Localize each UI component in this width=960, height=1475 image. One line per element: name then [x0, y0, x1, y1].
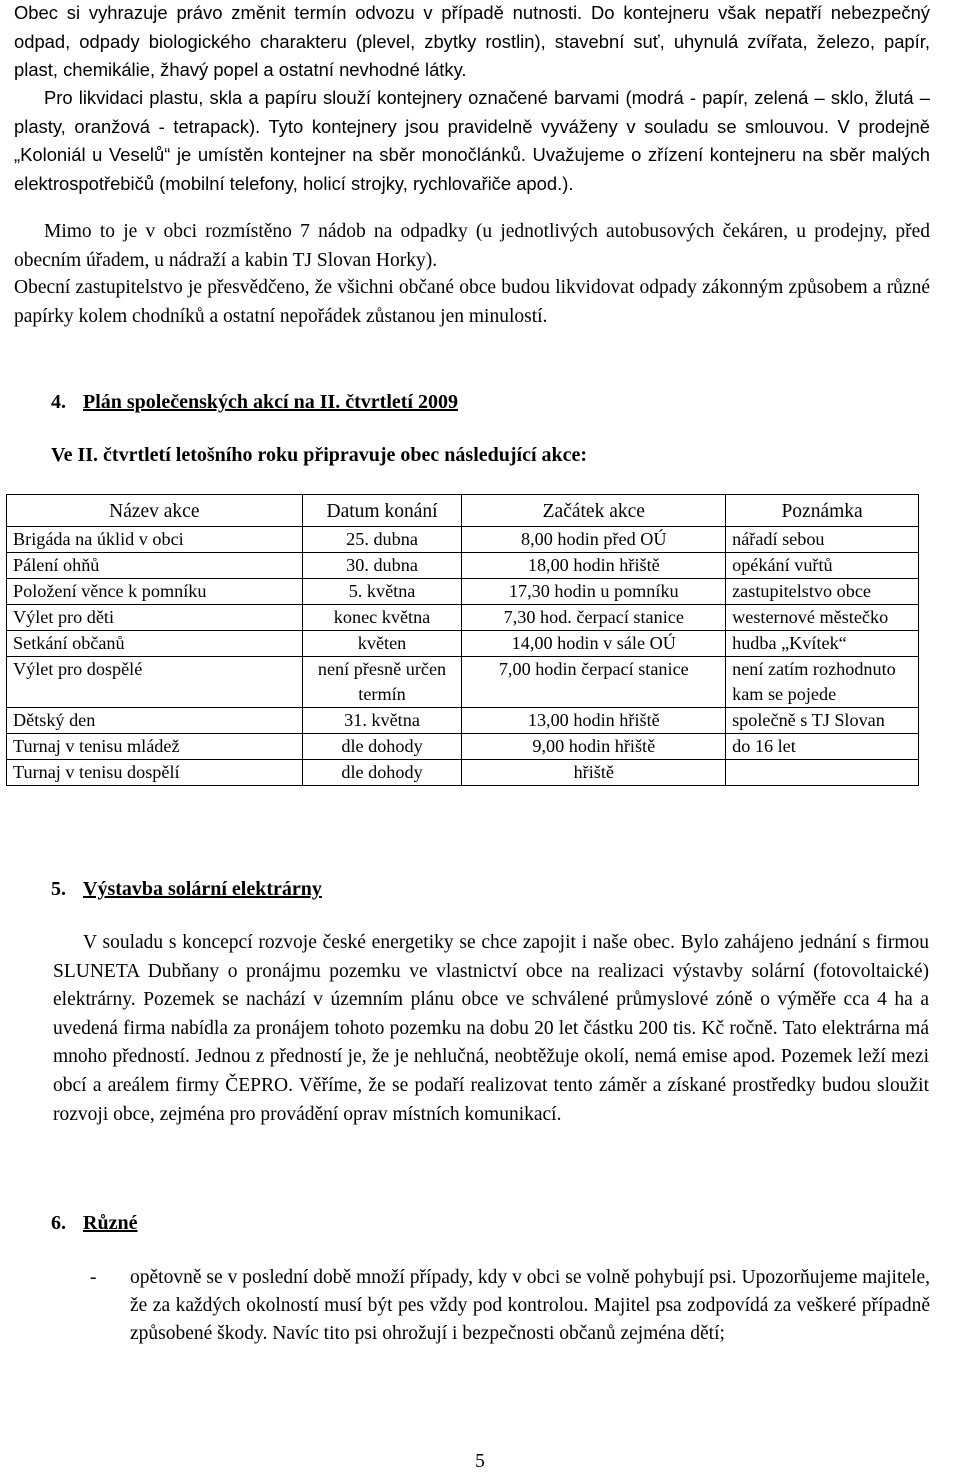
- cell-note: [726, 760, 919, 786]
- events-table: [6, 494, 919, 786]
- header-note: Poznámka: [726, 495, 919, 527]
- cell-event: Položení věnce k pomníku: [7, 579, 303, 605]
- cell-start: 18,00 hodin hřiště: [462, 553, 726, 579]
- header-event-name: Název akce: [7, 495, 303, 527]
- section-number: 6.: [51, 1212, 66, 1234]
- header-start: Začátek akce: [462, 495, 726, 527]
- cell-start: 13,00 hodin hřiště: [462, 708, 726, 734]
- cell-event: Dětský den: [7, 708, 303, 734]
- cell-event: Turnaj v tenisu mládež: [7, 734, 303, 760]
- cell-event: Setkání občanů: [7, 631, 303, 657]
- cell-date: květen: [302, 631, 462, 657]
- cell-note: společně s TJ Slovan: [726, 708, 919, 734]
- section-number: 5.: [51, 878, 66, 900]
- paragraph-recycling: Pro likvidaci plastu, skla a papíru slouží kontejnery označené barvami (modrá - papír, zelená – sklo, žlutá – plasty, oranžová - tetrapack). Tyto kontejnery jsou pravidelně vyváženy v souladu se smlouvou. V prodejně „Koloniál u Veselů“ je umístěn kontejner na sběr monočlánků. Uvažujeme o zřízení kontejneru na sběr malých elektrospotřebičů (mobilní telefony, holicí strojky, rychlovařiče apod.).: [14, 87, 930, 194]
- table-row: [7, 553, 919, 579]
- table-row: [7, 734, 919, 760]
- cell-date: 25. dubna: [302, 527, 462, 553]
- cell-event: Brigáda na úklid v obci: [7, 527, 303, 553]
- table-row: [7, 708, 919, 734]
- cell-note: zastupitelstvo obce: [726, 579, 919, 605]
- cell-note: do 16 let: [726, 734, 919, 760]
- section-title: Různé: [83, 1212, 138, 1234]
- table-row: [7, 527, 919, 553]
- section-5-heading: [51, 875, 322, 903]
- section-4-lead: Ve II. čtvrtletí letošního roku připravuje obec následující akce:: [51, 444, 588, 466]
- cell-start: 14,00 hodin v sále OÚ: [462, 631, 726, 657]
- bullet-text: opětovně se v poslední době množí případy, kdy v obci se volně pohybují psi. Upozorňujeme majitele, že za každých okolností musí být pes vždy pod kontrolou. Majitel psa zodpovídá za veškeré případně způsobené škody. Navíc tito psi ohrožují i bezpečnosti občanů zejména dětí;: [130, 1267, 930, 1344]
- cell-note: není zatím rozhodnuto kam se pojede: [726, 657, 919, 708]
- cell-date: 31. května: [302, 708, 462, 734]
- paragraph-council: Obecní zastupitelstvo je přesvědčeno, že všichni občané obce budou likvidovat odpady zákonným způsobem a různé papírky kolem chodníků a ostatní nepořádek zůstanou jen minulostí.: [14, 277, 930, 327]
- cell-start: 8,00 hodin před OÚ: [462, 527, 726, 553]
- cell-date: není přesně určen termín: [302, 657, 462, 708]
- cell-event: Turnaj v tenisu dospělí: [7, 760, 303, 786]
- cell-date: konec května: [302, 605, 462, 631]
- cell-date: dle dohody: [302, 760, 462, 786]
- cell-date: dle dohody: [302, 734, 462, 760]
- section-title: Výstavba solární elektrárny: [83, 878, 322, 900]
- cell-event: Výlet pro dospělé: [7, 657, 303, 708]
- cell-note: nářadí sebou: [726, 527, 919, 553]
- table-row: [7, 657, 919, 708]
- cell-start: 9,00 hodin hřiště: [462, 734, 726, 760]
- section-number: 4.: [51, 391, 66, 413]
- bullet-marker: -: [90, 1267, 97, 1288]
- header-date: Datum konání: [302, 495, 462, 527]
- cell-note: hudba „Kvítek“: [726, 631, 919, 657]
- list-item: [14, 1264, 930, 1348]
- section-4-heading: [51, 388, 458, 416]
- table-row: [7, 605, 919, 631]
- cell-note: opékání vuřtů: [726, 553, 919, 579]
- section-6-heading: [51, 1209, 137, 1237]
- cell-event: Výlet pro děti: [7, 605, 303, 631]
- table-header-row: [7, 495, 919, 527]
- paragraph-waste-rules: Obec si vyhrazuje právo změnit termín odvozu v případě nutnosti. Do kontejneru však nepatří nebezpečný odpad, odpady biologického charakteru (plevel, zbytky rostlin), stavební suť, uhynulá zvířata, železo, papír, plast, chemikálie, žhavý popel a ostatní nevhodné látky.: [14, 2, 930, 81]
- paragraph-bins: Mimo to je v obci rozmístěno 7 nádob na odpadky (u jednotlivých autobusových čekáren, u prodejny, před obecním úřadem, u nádraží a kabin TJ Slovan Horky).: [14, 221, 930, 271]
- cell-note: westernové městečko: [726, 605, 919, 631]
- cell-start: hřiště: [462, 760, 726, 786]
- table-row: [7, 631, 919, 657]
- table-row: [7, 760, 919, 786]
- cell-date: 5. května: [302, 579, 462, 605]
- cell-start: 7,00 hodin čerpací stanice: [462, 657, 726, 708]
- cell-event: Pálení ohňů: [7, 553, 303, 579]
- cell-start: 17,30 hodin u pomníku: [462, 579, 726, 605]
- cell-start: 7,30 hod. čerpací stanice: [462, 605, 726, 631]
- page-number: 5: [475, 1451, 485, 1472]
- table-row: [7, 579, 919, 605]
- section-title: Plán společenských akcí na II. čtvrtletí 2009: [83, 391, 458, 413]
- paragraph-solar-plant: V souladu s koncepcí rozvoje české energetiky se chce zapojit i naše obec. Bylo zahájeno jednání s firmou SLUNETA Dubňany o pronájmu pozemku ve vlastnictví obce na realizaci výstavby solární (fotovoltaické) elektrárny. Pozemek se nachází v územním plánu obce ve schválené průmyslové zóně o výměře cca 4 ha a uvedená firma nabídla za pronájem tohoto pozemku na dobu 20 let částku 200 tis. Kč ročně. Tato elektrárna má mnoho předností. Jednou z předností je, že je nehlučná, neobtěžuje okolí, nemá emise apod. Pozemek leží mezi obcí a areálem firmy ČEPRO. Věříme, že se podaří realizovat tento záměr a získané prostředky budou sloužit rozvoji obce, zejména pro provádění oprav místních komunikací.: [53, 932, 929, 1125]
- cell-date: 30. dubna: [302, 553, 462, 579]
